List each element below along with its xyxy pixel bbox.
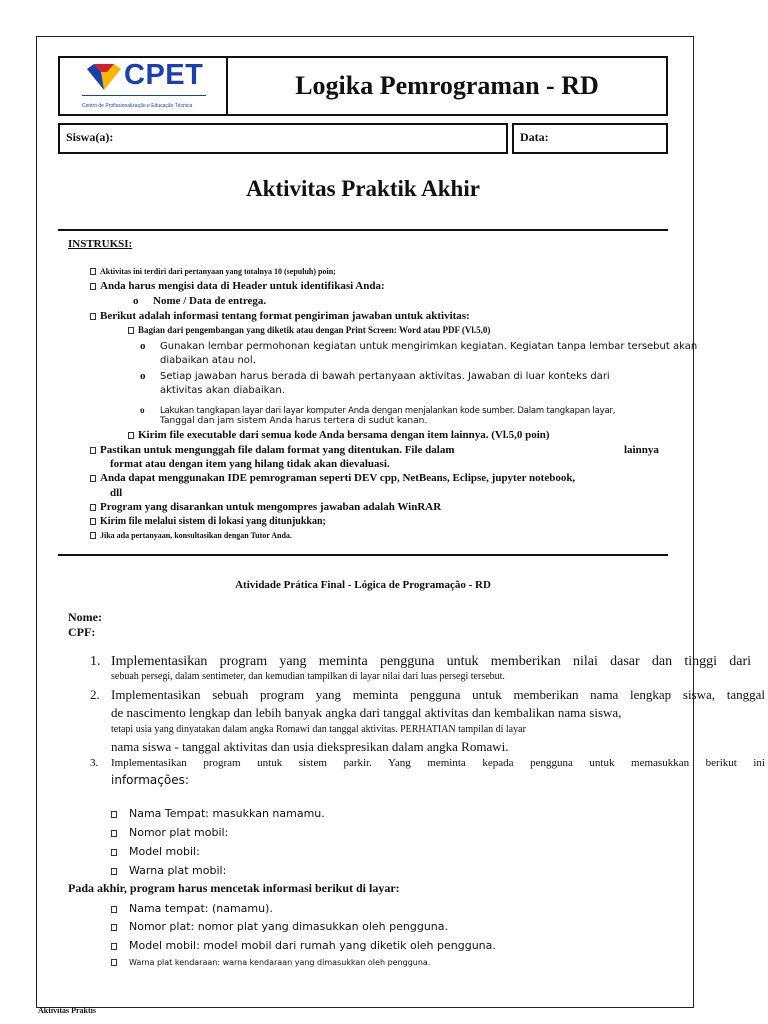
instruction-detail: o Gunakan lembar permohonan kegiatan untuk mengirimkan kegiatan. Kegiatan tanpa lembar tersebut akan xyxy=(140,340,698,352)
header-table xyxy=(58,56,668,116)
cpf-label: CPF: xyxy=(68,625,96,639)
footer-label: Aktivitas Praktis xyxy=(38,1006,96,1015)
question-text: sebuah persegi, dalam sentimeter, dan kemudian tampilkan di layar nilai dari luas persegi tersebut. xyxy=(111,671,505,682)
question-text: Implementasikan sebuah program yang meminta pengguna untuk memberikan nama lengkap siswa, tanggal xyxy=(111,687,765,702)
checkbox-icon xyxy=(90,504,96,511)
output-list-item: Nomor plat: nomor plat yang dimasukkan oleh pengguna. xyxy=(111,921,448,932)
question-text: informações: xyxy=(111,773,189,787)
instruction-subitem: o Nome / Data de entrega. xyxy=(133,295,267,307)
instruction-item: Kirim file melalui sistem di lokasi yang ditunjukkan; xyxy=(90,517,326,527)
logo-diamond-icon xyxy=(87,64,121,90)
divider-top xyxy=(58,229,668,231)
instruction-item-cont: format atau dengan item yang hilang tidak akan dievaluasi. xyxy=(110,458,390,470)
output-list-item: Model mobil: model mobil dari rumah yang diketik oleh pengguna. xyxy=(111,940,496,951)
checkbox-icon xyxy=(111,849,117,856)
instruction-detail: o Setiap jawaban harus berada di bawah pertanyaan aktivitas. Jawaban di luar konteks dari xyxy=(140,370,610,382)
checkbox-icon xyxy=(111,906,117,913)
checkbox-icon xyxy=(111,811,117,818)
instruction-item: Anda harus mengisi data di Header untuk identifikasi Anda: xyxy=(90,281,385,292)
checkbox-icon xyxy=(90,475,96,482)
logo-name: CPET xyxy=(124,59,204,91)
checkbox-icon xyxy=(90,532,96,539)
checkbox-icon xyxy=(111,959,117,966)
checkbox-icon xyxy=(90,313,96,320)
page-title: Aktivitas Praktik Akhir xyxy=(246,176,480,201)
instruction-item: Program yang disarankan untuk mengompres jawaban adalah WinRAR xyxy=(90,502,441,513)
divider-bottom xyxy=(58,554,668,556)
checkbox-icon xyxy=(90,283,96,290)
instruction-item: Pastikan untuk mengunggah file dalam format yang ditentukan. File dalam xyxy=(90,445,455,456)
question-number: 1. xyxy=(90,654,101,669)
question-text: Implementasikan program yang meminta pengguna untuk memberikan nilai dasar dan tinggi dari xyxy=(111,654,751,669)
checkbox-icon xyxy=(90,447,96,454)
instructions-heading: INSTRUKSI: xyxy=(68,238,133,250)
instruction-item: Aktivitas ini terdiri dari pertanyaan yang totalnya 10 (sepuluh) poin; xyxy=(90,268,336,276)
field-list-item: Model mobil: xyxy=(111,846,200,857)
student-label: Siswa(a): xyxy=(66,130,114,144)
date-field[interactable] xyxy=(512,123,668,154)
instruction-detail-cont: aktivitas akan diabaikan. xyxy=(160,385,285,396)
instruction-subitem: Kirim file executable dari semua kode Anda bersama dengan item lainnya. (Vl.5,0 poin) xyxy=(128,430,550,441)
instruction-subitem: Bagian dari pengembangan yang diketik atau dengan Print Screen: Word atau PDF (Vl.5,0) xyxy=(128,326,490,335)
output-list-item: Warna plat kendaraan: warna kendaraan yang dimasukkan oleh pengguna. xyxy=(111,959,430,967)
question-text: Implementasikan program untuk sistem parkir. Yang meminta kepada pengguna untuk memasukkan berikut ini xyxy=(111,757,765,769)
bullet-icon: o xyxy=(140,340,146,352)
nome-label: Nome: xyxy=(68,610,102,624)
checkbox-icon xyxy=(90,518,96,525)
question-text: nama siswa - tanggal aktivitas dan usia diekspresikan dalam angka Romawi. xyxy=(111,739,509,754)
field-list-item: Nomor plat mobil: xyxy=(111,827,228,838)
output-heading: Pada akhir, program harus mencetak informasi berikut di layar: xyxy=(68,881,400,895)
field-list-item: Warna plat mobil: xyxy=(111,865,226,876)
instruction-detail-cont: Tanggal dan jam sistem Anda harus tertera di sudut kanan. xyxy=(160,416,428,426)
date-label: Data: xyxy=(520,130,549,144)
output-list-item: Nama tempat: (namamu). xyxy=(111,903,273,914)
logo-rule xyxy=(82,95,206,96)
checkbox-icon xyxy=(128,432,134,439)
logo-tagline: Centro de Profissionalização e Educação Técnica xyxy=(82,103,193,109)
instruction-item-tail: lainnya xyxy=(624,444,659,456)
question-text: de nascimento lengkap dan lebih banyak angka dari tanggal aktivitas dan kembalikan nama siswa, xyxy=(111,705,622,720)
checkbox-icon xyxy=(111,830,117,837)
instruction-item: Anda dapat menggunakan IDE pemrograman seperti DEV cpp, NetBeans, Eclipse, jupyter notebook, xyxy=(90,473,575,484)
bullet-icon: o xyxy=(133,295,139,307)
question-text: tetapi usia yang dinyatakan dalam angka Romawi dan tanggal aktivitas. PERHATIAN tampilan di layar xyxy=(111,724,526,735)
checkbox-icon xyxy=(111,943,117,950)
course-title: Logika Pemrograman - RD xyxy=(295,71,599,100)
bullet-icon: o xyxy=(140,405,145,415)
instruction-detail: o Lakukan tangkapan layar dari layar komputer Anda dengan menjalankan kode sumber. Dalam tangkapan layar, xyxy=(140,405,616,416)
student-field[interactable] xyxy=(58,123,508,154)
checkbox-icon xyxy=(128,327,134,334)
bullet-icon: o xyxy=(140,370,146,382)
checkbox-icon xyxy=(111,868,117,875)
logo xyxy=(60,58,228,114)
question-number: 2. xyxy=(90,687,100,702)
instruction-item: Berikut adalah informasi tentang format pengiriman jawaban untuk aktivitas: xyxy=(90,311,470,322)
instruction-item-cont: dll xyxy=(110,487,123,499)
instruction-item: Jika ada pertanyaan, konsultasikan dengan Tutor Anda. xyxy=(90,532,292,540)
instruction-detail-cont: diabaikan atau nol. xyxy=(160,355,256,366)
checkbox-icon xyxy=(90,268,96,275)
checkbox-icon xyxy=(111,924,117,931)
question-number: 3. xyxy=(90,757,99,769)
field-list-item: Nama Tempat: masukkan namamu. xyxy=(111,808,325,819)
activity-title: Atividade Prática Final - Lógica de Programação - RD xyxy=(235,579,491,591)
